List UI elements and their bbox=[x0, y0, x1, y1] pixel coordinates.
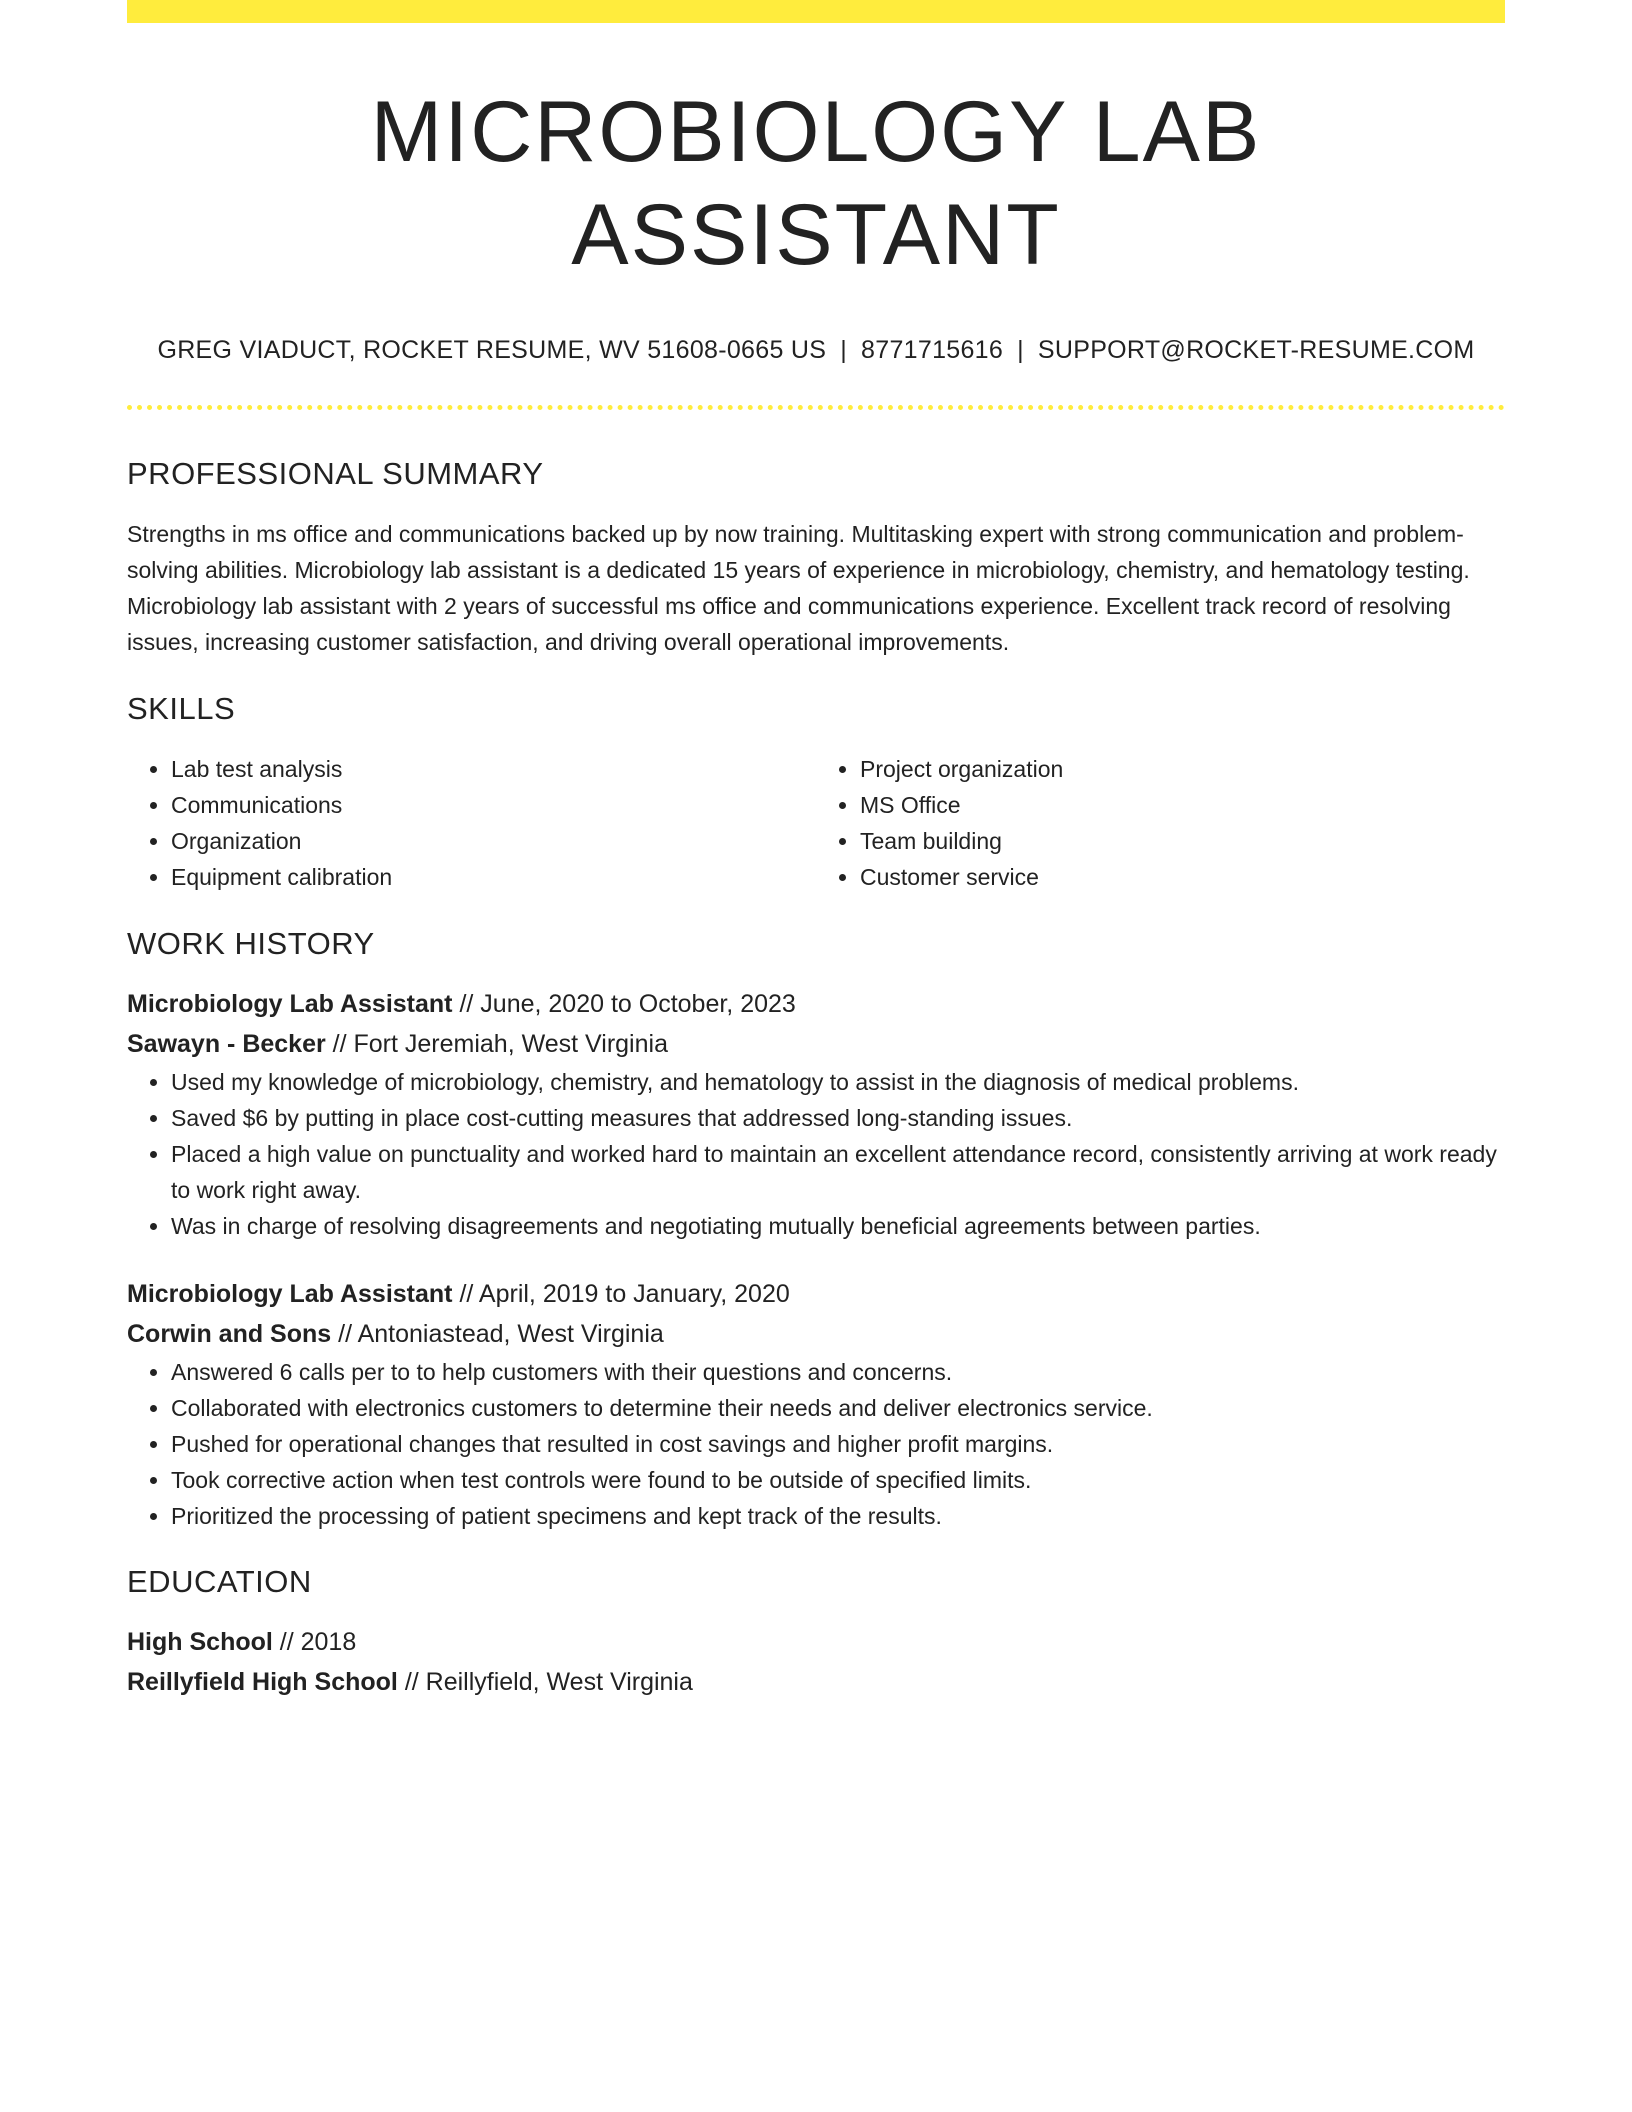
education-entry bbox=[127, 1622, 1505, 1702]
education-heading: EDUCATION bbox=[127, 1564, 312, 1600]
job-bullet: • Collaborated with electronics customers to determine their needs and deliver electronics service. bbox=[171, 1390, 1505, 1426]
job-dates: // April, 2019 to January, 2020 bbox=[452, 1280, 790, 1309]
job-bullet: • Answered 6 calls per to to help customers with their questions and concerns. bbox=[171, 1354, 1505, 1390]
job-location: // Antoniastead, West Virginia bbox=[331, 1320, 664, 1349]
job-bullet: • Took corrective action when test controls were found to be outside of specified limits. bbox=[171, 1462, 1505, 1498]
resume-title: MICROBIOLOGY LAB ASSISTANT bbox=[370, 84, 1262, 284]
job-bullets bbox=[127, 1354, 1505, 1534]
skills-list-right bbox=[816, 751, 1505, 895]
job-company: Corwin and Sons bbox=[127, 1320, 332, 1349]
education-school-line bbox=[127, 1662, 1505, 1702]
education-degree-line bbox=[127, 1622, 1505, 1662]
job-company: Sawayn - Becker bbox=[127, 1030, 326, 1059]
skill-item: • MS Office bbox=[860, 787, 1505, 823]
skill-item: • Team building bbox=[860, 823, 1505, 859]
job-company-line bbox=[127, 1024, 1505, 1064]
education-school: Reillyfield High School bbox=[127, 1668, 398, 1697]
job-bullet: • Used my knowledge of microbiology, chemistry, and hematology to assist in the diagnosis of medical problems. bbox=[171, 1064, 1505, 1100]
contact-email: SUPPORT@ROCKET-RESUME.COM bbox=[1037, 336, 1475, 365]
job-title-line bbox=[127, 984, 1505, 1024]
job-bullet: • Placed a high value on punctuality and worked hard to maintain an excellent attendance record, consistently arriving at work ready to work right away. bbox=[171, 1136, 1505, 1208]
skill-item: • Customer service bbox=[860, 859, 1505, 895]
skill-item: • Communications bbox=[171, 787, 816, 823]
summary-heading: PROFESSIONAL SUMMARY bbox=[127, 456, 544, 492]
job-title: Microbiology Lab Assistant bbox=[127, 1280, 453, 1309]
skills-grid bbox=[127, 751, 1505, 895]
job-location: // Fort Jeremiah, West Virginia bbox=[325, 1030, 668, 1059]
dotted-divider bbox=[127, 405, 1505, 410]
education-degree: High School bbox=[127, 1628, 273, 1657]
skills-list-left bbox=[127, 751, 816, 895]
contact-separator: | bbox=[840, 336, 848, 365]
skills-heading: SKILLS bbox=[127, 691, 236, 727]
contact-separator: | bbox=[1017, 336, 1024, 365]
skill-item: • Equipment calibration bbox=[171, 859, 816, 895]
job-bullet: • Saved $6 by putting in place cost-cutting measures that addressed long-standing issues. bbox=[171, 1100, 1505, 1136]
job-bullet: • Prioritized the processing of patient specimens and kept track of the results. bbox=[171, 1498, 1505, 1534]
contact-line bbox=[127, 336, 1505, 365]
skill-item: • Lab test analysis bbox=[171, 751, 816, 787]
job-bullet: • Pushed for operational changes that resulted in cost savings and higher profit margins. bbox=[171, 1426, 1505, 1462]
job-dates: // June, 2020 to October, 2023 bbox=[452, 990, 796, 1019]
skill-item: • Organization bbox=[171, 823, 816, 859]
skill-item: • Project organization bbox=[860, 751, 1505, 787]
job-entry bbox=[127, 1274, 1505, 1534]
work-history-heading: WORK HISTORY bbox=[127, 926, 375, 962]
summary-text: Strengths in ms office and communications backed up by now training. Multitasking expert with strong communication and problem-solving abilities. Microbiology lab assistant is a dedicated 15 years of experience in microbiology, chemistry, and hematology testing. Microbiology lab assistant with 2 years of successful ms office and communications experience. Excellent track record of resolving issues, increasing customer satisfaction, and driving overall operational improvements. bbox=[127, 521, 1470, 656]
contact-phone: 8771715616 bbox=[861, 336, 1004, 365]
job-entry bbox=[127, 984, 1505, 1244]
job-bullet: • Was in charge of resolving disagreements and negotiating mutually beneficial agreements between parties. bbox=[171, 1208, 1505, 1244]
job-company-line bbox=[127, 1314, 1505, 1354]
contact-address: GREG VIADUCT, ROCKET RESUME, WV 51608-0665 US bbox=[157, 336, 827, 365]
education-location: // Reillyfield, West Virginia bbox=[397, 1668, 693, 1697]
job-title: Microbiology Lab Assistant bbox=[127, 990, 453, 1019]
job-bullets bbox=[127, 1064, 1505, 1244]
accent-top-bar bbox=[127, 0, 1505, 23]
job-title-line bbox=[127, 1274, 1505, 1314]
education-year: // 2018 bbox=[272, 1628, 357, 1657]
